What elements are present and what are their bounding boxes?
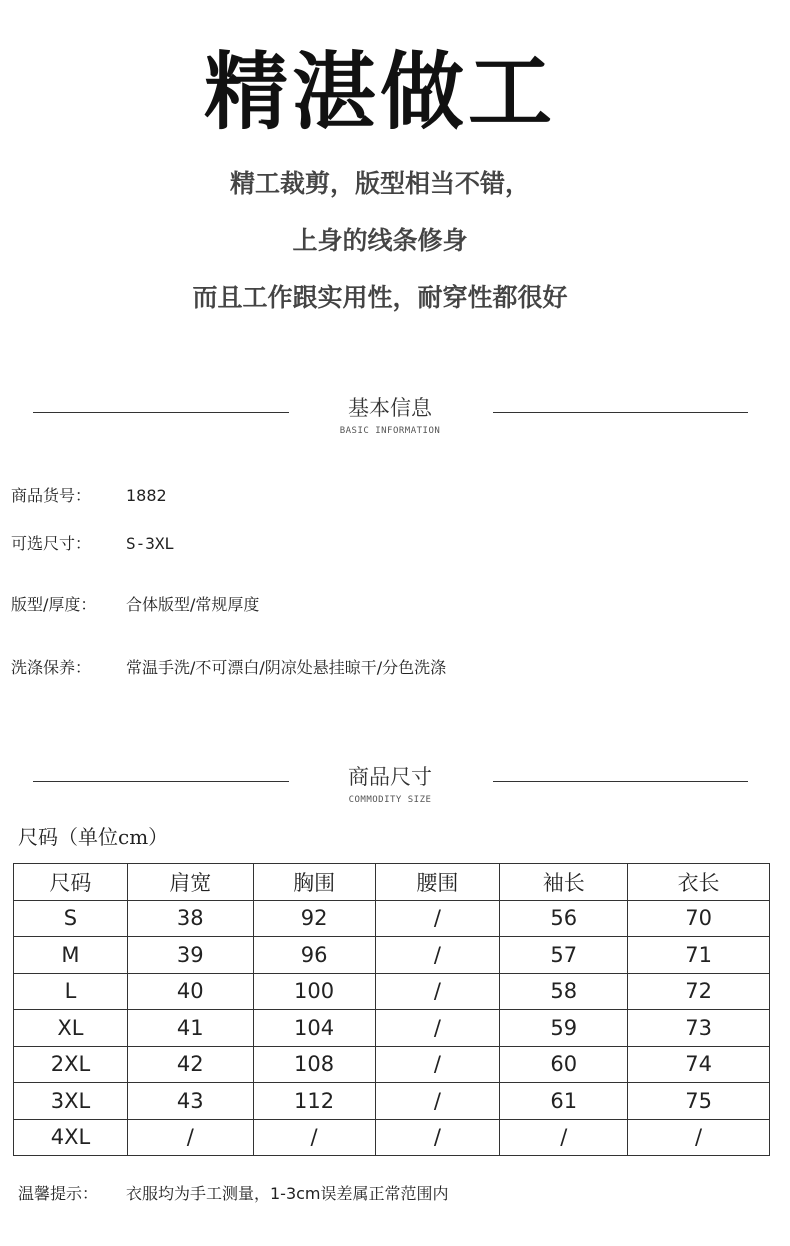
table-cell: 60 [500,1046,628,1083]
info-label: 商品货号： [11,486,92,505]
table-cell: 112 [253,1083,375,1120]
table-cell: 39 [127,937,253,974]
tip-label: 温馨提示： [18,1184,99,1203]
header-sleeve: 袖长 [500,864,628,901]
table-cell: 57 [500,937,628,974]
hero-title: 精湛做工 [203,43,556,141]
table-cell: / [375,1046,500,1083]
table-cell: XL [14,1010,128,1047]
table-cell: 4XL [14,1119,128,1156]
table-cell: 38 [127,900,253,937]
size-title: 商品尺寸 [348,765,432,789]
size-table [13,863,770,1156]
info-label: 版型/厚度： [11,595,97,614]
table-cell: S [14,900,128,937]
table-cell: / [253,1119,375,1156]
table-cell: / [500,1119,628,1156]
info-row-item-number [11,485,167,507]
table-cell: / [375,1083,500,1120]
table-cell: 3XL [14,1083,128,1120]
table-cell: / [375,1119,500,1156]
info-label: 洗涤保养： [11,658,92,677]
info-value: 常温手洗/不可漂白/阴凉处悬挂晾干/分色洗涤 [126,658,447,677]
table-cell: 104 [253,1010,375,1047]
info-value: 1882 [126,486,167,505]
table-cell: M [14,937,128,974]
table-cell: L [14,973,128,1010]
table-cell: 108 [253,1046,375,1083]
table-row [14,1083,770,1120]
table-cell: 75 [628,1083,770,1120]
table-cell: 42 [127,1046,253,1083]
info-row-fit [11,594,259,616]
table-cell: 61 [500,1083,628,1120]
tip-text: 衣服均为手工测量，1-3cm误差属正常范围内 [126,1184,449,1203]
table-cell: 43 [127,1083,253,1120]
table-cell: 96 [253,937,375,974]
table-cell: 100 [253,973,375,1010]
table-row [14,1010,770,1047]
table-cell: / [628,1119,770,1156]
size-caption: 尺码（单位cm） [18,825,169,849]
table-cell: 59 [500,1010,628,1047]
table-row [14,937,770,974]
table-row [14,1119,770,1156]
header-chest: 胸围 [253,864,375,901]
header-size: 尺码 [14,864,128,901]
info-row-sizes [11,533,174,555]
table-row [14,1046,770,1083]
table-cell: 58 [500,973,628,1010]
basic-info-subtitle: BASIC INFORMATION [339,426,441,436]
table-cell: 70 [628,900,770,937]
basic-info-title: 基本信息 [348,396,432,420]
info-label: 可选尺寸： [11,534,92,553]
table-row [14,973,770,1010]
table-cell: 73 [628,1010,770,1047]
hero-line-3: 而且工作跟实用性，耐穿性都很好 [192,283,568,312]
table-cell: 92 [253,900,375,937]
table-cell: 2XL [14,1046,128,1083]
hero-line-1: 精工裁剪，版型相当不错， [229,169,530,198]
info-value: 合体版型/常规厚度 [126,595,260,614]
table-cell: 41 [127,1010,253,1047]
table-cell: 74 [628,1046,770,1083]
info-row-care [11,657,446,679]
header-length: 衣长 [628,864,770,901]
header-shoulder: 肩宽 [127,864,253,901]
table-cell: 56 [500,900,628,937]
table-cell: / [375,1010,500,1047]
table-cell: / [375,937,500,974]
table-cell: 71 [628,937,770,974]
header-waist: 腰围 [375,864,500,901]
table-cell: / [375,973,500,1010]
size-subtitle: COMMODITY SIZE [348,795,432,805]
hero-line-2: 上身的线条修身 [292,226,468,255]
table-row [14,900,770,937]
table-cell: / [127,1119,253,1156]
table-cell: / [375,900,500,937]
info-value: S-3XL [126,534,175,553]
table-cell: 40 [127,973,253,1010]
measurement-tip [18,1181,449,1204]
table-header-row [14,864,770,901]
table-cell: 72 [628,973,770,1010]
